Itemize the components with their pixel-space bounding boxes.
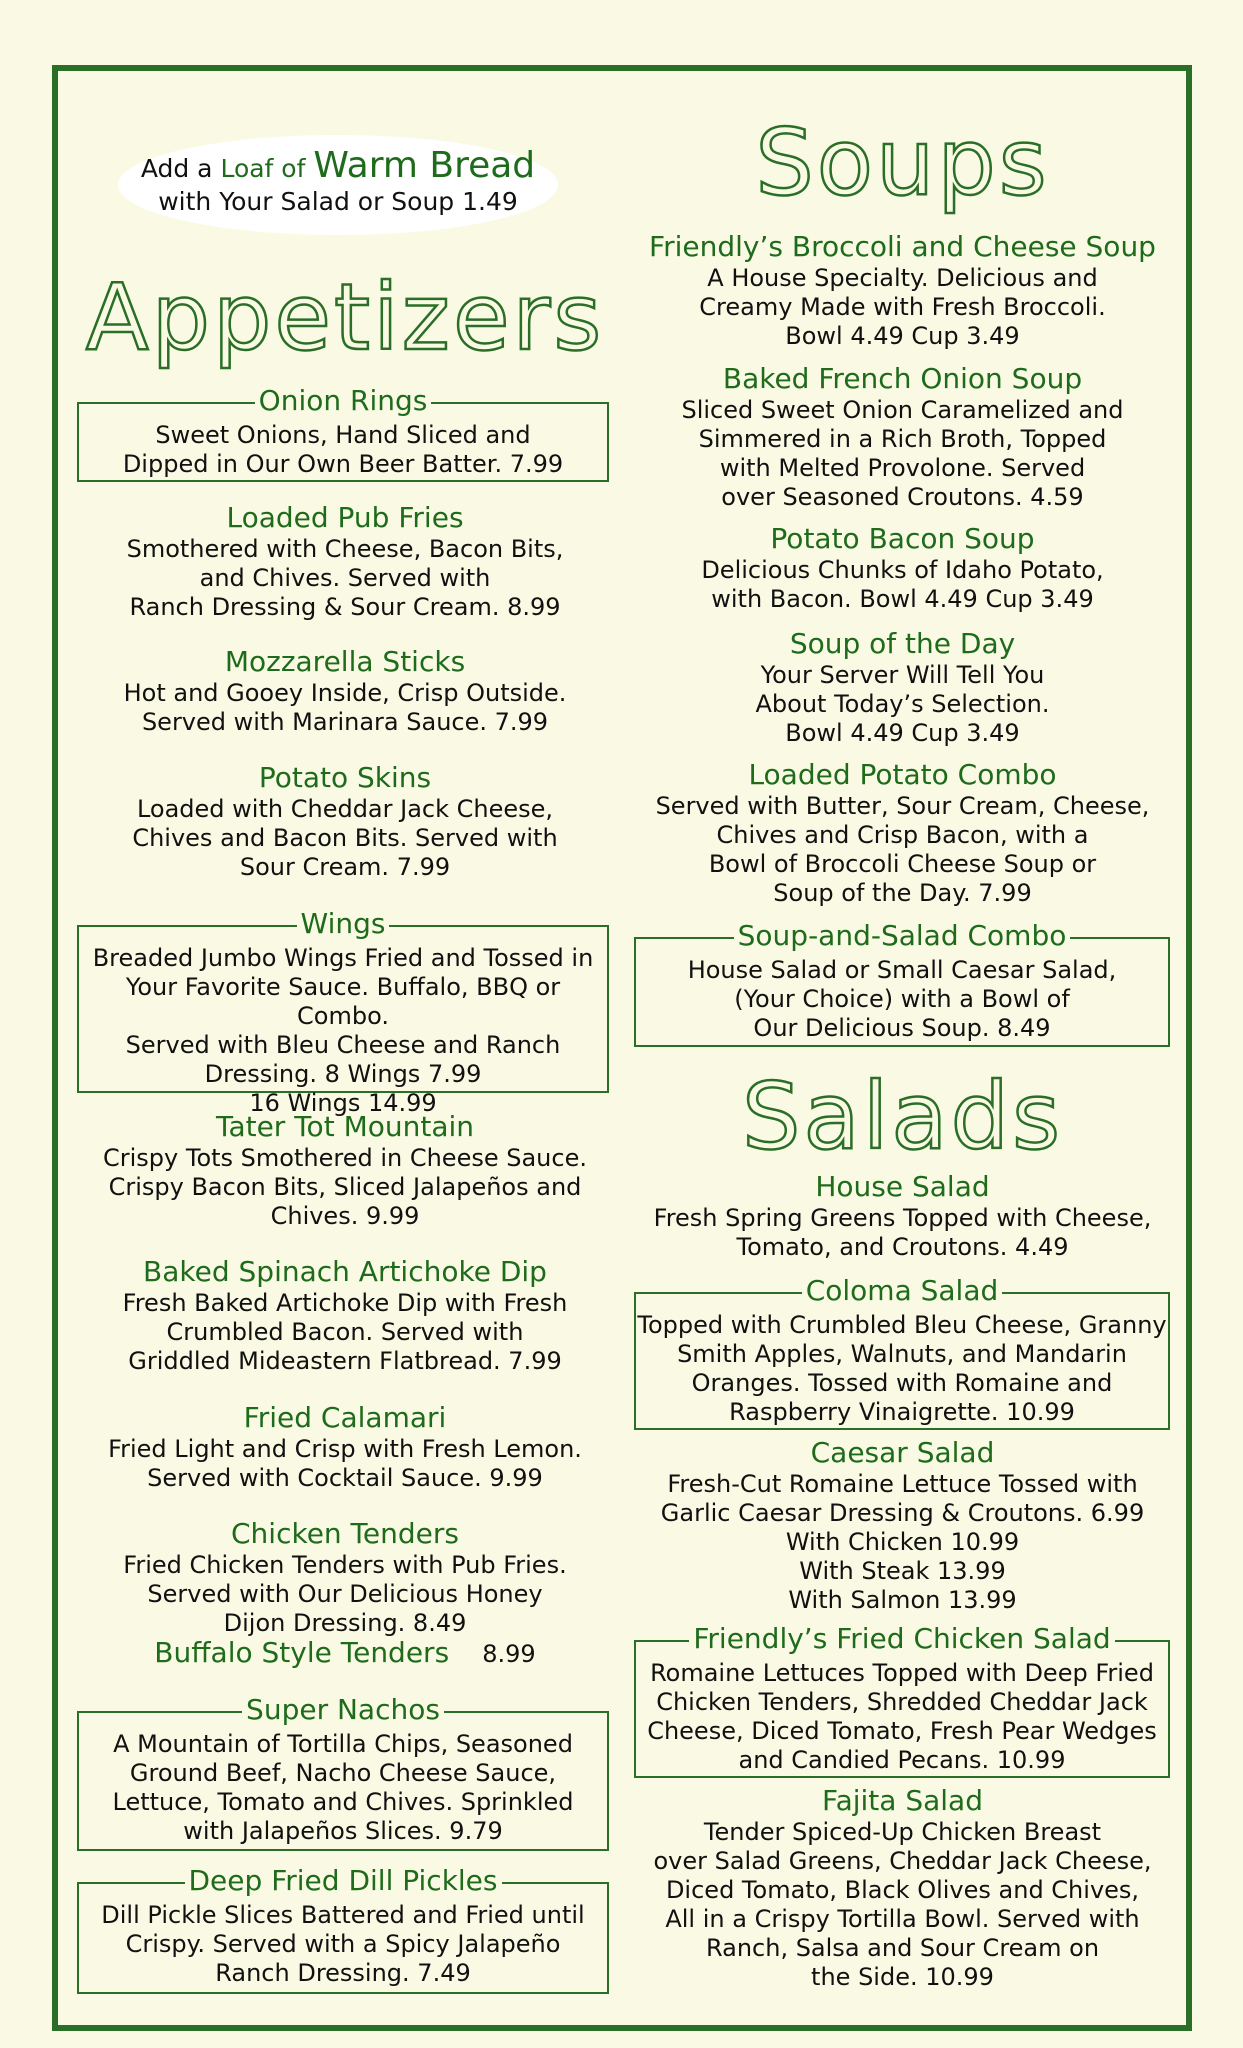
menu-item-fried-calamari bbox=[75, 1401, 615, 1493]
item-name: Caesar Salad bbox=[810, 1436, 995, 1469]
item-name: Wings bbox=[297, 907, 390, 940]
menu-item-french-onion-soup bbox=[630, 362, 1175, 512]
menu-item-soup-of-the-day bbox=[630, 627, 1175, 748]
item-desc: Your Server Will Tell You About Today’s Selection. Bowl 4.49 Cup 3.49 bbox=[755, 661, 1050, 747]
menu-item-chicken-tenders bbox=[75, 1517, 615, 1638]
item-name: Chicken Tenders bbox=[231, 1517, 459, 1550]
item-name: Onion Rings bbox=[255, 384, 432, 417]
item-desc: Dill Pickle Slices Battered and Fried until Crispy. Served with a Spicy Jalapeño Ranch Dressing. 7.49 bbox=[101, 1901, 585, 1987]
menu-item-broccoli-cheese-soup bbox=[630, 230, 1175, 351]
item-name: Deep Fried Dill Pickles bbox=[185, 1864, 502, 1897]
item-desc: Smothered with Cheese, Bacon Bits, and Chives. Served with Ranch Dressing & Sour Cream. 8.99 bbox=[126, 535, 564, 621]
item-name: Super Nachos bbox=[242, 1693, 444, 1726]
soups-heading: Soups bbox=[755, 109, 1050, 216]
bread-line2: with Your Salad or Soup 1.49 bbox=[158, 187, 518, 216]
item-desc: A House Specialty. Delicious and Creamy Made with Fresh Broccoli. Bowl 4.49 Cup 3.49 bbox=[699, 264, 1106, 350]
item-desc: Tender Spiced-Up Chicken Breast over Salad Greens, Cheddar Jack Cheese, Diced Tomato, Black Olives and Chives, All in a Crispy Tortilla Bowl. Served with Ranch, Salsa and Sour Cream on the Side. 10.99 bbox=[653, 1818, 1152, 1991]
bread-warm-bread: Warm Bread bbox=[313, 145, 536, 186]
menu-item-soup-salad-combo bbox=[634, 919, 1170, 1047]
bread-add-a: Add a bbox=[140, 154, 213, 183]
item-name: Fried Calamari bbox=[243, 1401, 447, 1434]
item-desc: Fried Light and Crisp with Fresh Lemon. Served with Cocktail Sauce. 9.99 bbox=[108, 1435, 582, 1492]
item-name: Potato Skins bbox=[258, 761, 432, 794]
menu-item-potato-bacon-soup bbox=[630, 522, 1175, 614]
item-name: Potato Bacon Soup bbox=[770, 522, 1035, 555]
item-name: Soup of the Day bbox=[789, 627, 1016, 660]
menu-item-loaded-pub-fries bbox=[75, 501, 615, 622]
menu-item-super-nachos bbox=[77, 1693, 609, 1851]
item-desc: Topped with Crumbled Bleu Cheese, Granny Smith Apples, Walnuts, and Mandarin Oranges. Tossed with Romaine and Raspberry Vinaigrette. 10.99 bbox=[637, 1311, 1167, 1426]
menu-item-coloma-salad bbox=[634, 1274, 1170, 1430]
menu-item-spinach-artichoke-dip bbox=[75, 1255, 615, 1376]
item-desc: Fresh Spring Greens Topped with Cheese, Tomato, and Croutons. 4.49 bbox=[653, 1204, 1152, 1261]
menu-item-dill-pickles bbox=[77, 1864, 609, 1994]
item-name: Friendly’s Broccoli and Cheese Soup bbox=[649, 230, 1156, 263]
item-desc: Served with Butter, Sour Cream, Cheese, Chives and Crisp Bacon, with a Bowl of Broccoli Cheese Soup or Soup of the Day. 7.99 bbox=[655, 792, 1150, 907]
item-name: Soup-and-Salad Combo bbox=[734, 919, 1071, 952]
item-name: Coloma Salad bbox=[802, 1274, 1003, 1307]
item-price: 8.99 bbox=[482, 1640, 536, 1668]
item-name: Loaded Pub Fries bbox=[226, 501, 464, 534]
bread-promo bbox=[118, 135, 558, 235]
item-desc: Breaded Jumbo Wings Fried and Tossed in Your Favorite Sauce. Buffalo, BBQ or Combo. Served with Bleu Cheese and Ranch Dressing. 8 Wings 7.99 16 Wings 14.99 bbox=[92, 944, 594, 1117]
salads-heading: Salads bbox=[741, 1063, 1064, 1170]
item-desc: House Salad or Small Caesar Salad, (Your Choice) with a Bowl of Our Delicious Soup. 8.49 bbox=[687, 956, 1117, 1042]
menu-item-mozzarella-sticks bbox=[75, 645, 615, 737]
item-name: Baked French Onion Soup bbox=[722, 362, 1083, 395]
menu-item-buffalo-style-tenders bbox=[75, 1636, 615, 1670]
menu-item-caesar-salad bbox=[630, 1436, 1175, 1615]
appetizers-heading: Appetizers bbox=[85, 264, 605, 371]
item-name: Baked Spinach Artichoke Dip bbox=[143, 1255, 547, 1288]
menu-item-tater-tot-mountain bbox=[75, 1110, 615, 1231]
item-name: Mozzarella Sticks bbox=[224, 645, 466, 678]
menu-item-onion-rings bbox=[77, 384, 609, 482]
menu-item-wings bbox=[77, 907, 609, 1117]
menu-item-potato-skins bbox=[75, 761, 615, 882]
item-desc: Sliced Sweet Onion Caramelized and Simmered in a Rich Broth, Topped with Melted Provolone. Served over Seasoned Croutons. 4.59 bbox=[681, 396, 1124, 511]
item-name: Tater Tot Mountain bbox=[215, 1110, 475, 1143]
item-name: Loaded Potato Combo bbox=[748, 758, 1057, 791]
item-desc: Delicious Chunks of Idaho Potato, with Bacon. Bowl 4.49 Cup 3.49 bbox=[701, 556, 1104, 613]
item-desc: Loaded with Cheddar Jack Cheese, Chives and Bacon Bits. Served with Sour Cream. 7.99 bbox=[132, 795, 558, 881]
item-desc: Crispy Tots Smothered in Cheese Sauce. Crispy Bacon Bits, Sliced Jalapeños and Chives. 9.99 bbox=[103, 1144, 587, 1230]
menu-item-loaded-potato-combo bbox=[630, 758, 1175, 908]
item-desc: Fried Chicken Tenders with Pub Fries. Served with Our Delicious Honey Dijon Dressing. 8.49 bbox=[123, 1551, 567, 1637]
bread-loaf-of: Loaf of bbox=[220, 154, 306, 183]
menu-item-fajita-salad bbox=[630, 1784, 1175, 1992]
item-desc: A Mountain of Tortilla Chips, Seasoned Ground Beef, Nacho Cheese Sauce, Lettuce, Tomato and Chives. Sprinkled with Jalapeños Slices. 9.79 bbox=[112, 1730, 574, 1845]
item-name: House Salad bbox=[815, 1170, 990, 1203]
menu-item-fried-chicken-salad bbox=[634, 1622, 1170, 1778]
item-desc: Fresh Baked Artichoke Dip with Fresh Crumbled Bacon. Served with Griddled Mideastern Flatbread. 7.99 bbox=[122, 1289, 568, 1375]
item-name: Fajita Salad bbox=[822, 1784, 983, 1817]
item-desc: Romaine Lettuces Topped with Deep Fried Chicken Tenders, Shredded Cheddar Jack Cheese, Diced Tomato, Fresh Pear Wedges and Candied Pecans. 10.99 bbox=[647, 1659, 1157, 1774]
item-desc: Hot and Gooey Inside, Crisp Outside. Served with Marinara Sauce. 7.99 bbox=[123, 679, 567, 736]
item-name: Friendly’s Fried Chicken Salad bbox=[689, 1622, 1114, 1655]
item-desc: Fresh-Cut Romaine Lettuce Tossed with Garlic Caesar Dressing & Croutons. 6.99 With Chicken 10.99 With Steak 13.99 With Salmon 13.99 bbox=[660, 1470, 1145, 1614]
item-desc: Sweet Onions, Hand Sliced and Dipped in Our Own Beer Batter. 7.99 bbox=[122, 421, 564, 478]
menu-item-house-salad bbox=[630, 1170, 1175, 1262]
item-name: Buffalo Style Tenders bbox=[154, 1636, 450, 1669]
